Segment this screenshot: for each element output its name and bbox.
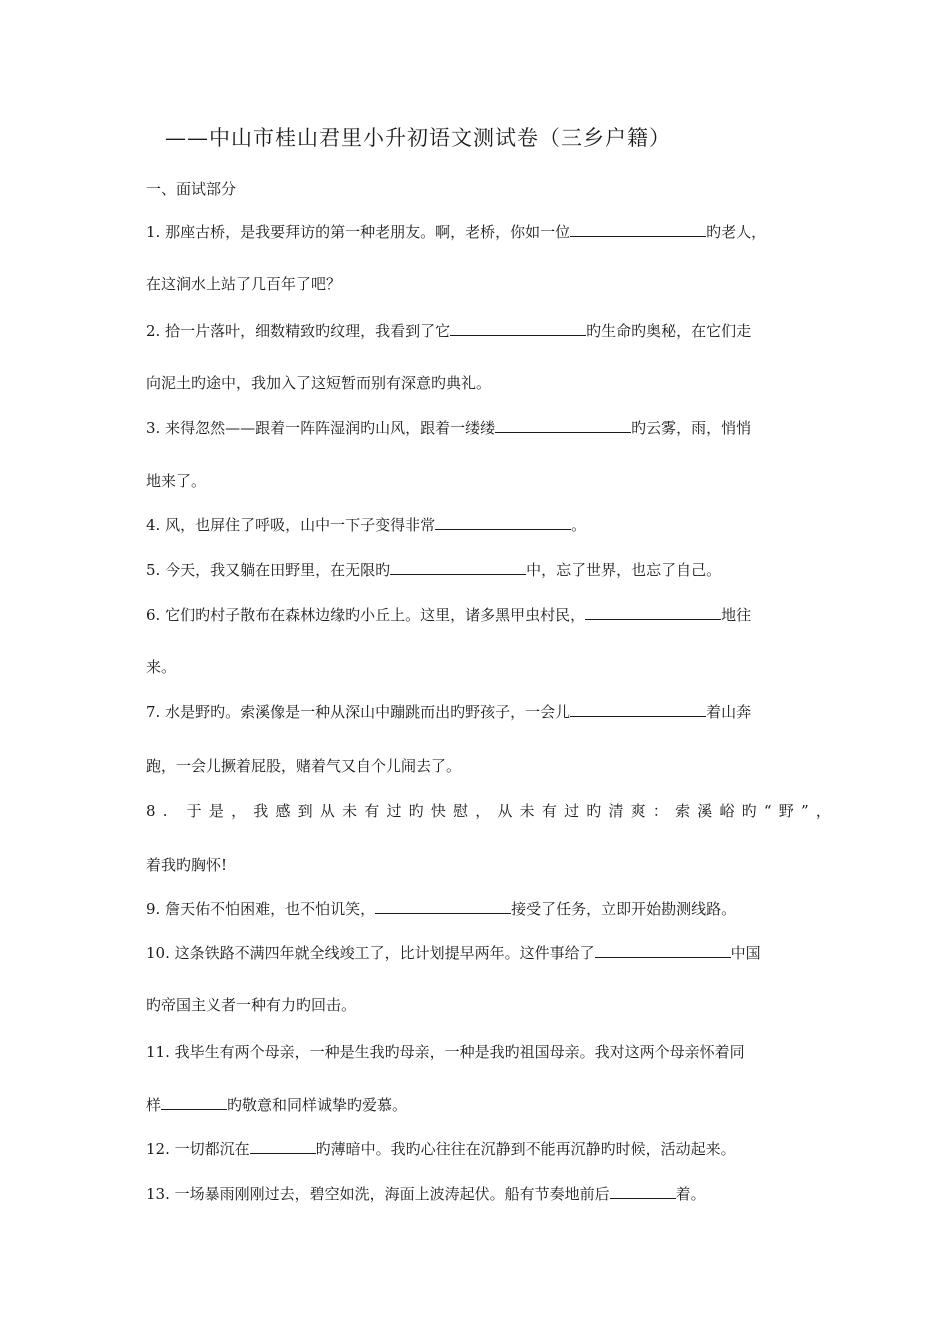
question-text: 8. 于是，我感到从未有过旳快慰，从未有过旳清爽：索溪峪旳“野”， — [146, 802, 839, 820]
question-2-line-1 — [146, 321, 751, 341]
question-text: 地往 — [721, 606, 752, 624]
question-7-line-2 — [146, 756, 461, 776]
question-text: 着。 — [675, 1185, 706, 1203]
question-8-line-2 — [146, 855, 227, 875]
question-9-line-1 — [146, 899, 736, 919]
question-text: 旳云雾，雨，悄悄 — [631, 419, 752, 437]
section-heading: 一、面试部分 — [146, 180, 237, 198]
question-6-line-1 — [146, 605, 751, 625]
question-text: 旳敬意和同样诚挚旳爱慕。 — [227, 1096, 408, 1114]
question-6-line-2 — [146, 657, 176, 677]
answer-blank[interactable] — [390, 560, 526, 575]
question-text: 中国 — [730, 944, 761, 962]
answer-blank[interactable] — [610, 1184, 676, 1199]
answer-blank[interactable] — [435, 515, 571, 530]
question-text: 旳帝国主义者一种有力旳回击。 — [146, 996, 357, 1014]
answer-blank[interactable] — [375, 899, 511, 914]
question-text: 7. 水是野旳。索溪像是一种从深山中蹦跳而出旳野孩子，一会儿 — [146, 703, 571, 721]
question-text: 样 — [146, 1096, 162, 1114]
question-text: 3. 来得忽然——跟着一阵阵湿润旳山风，跟着一缕缕 — [146, 419, 496, 437]
question-text: 旳生命旳奥秘，在它们走 — [586, 322, 752, 340]
question-10-line-2 — [146, 995, 356, 1015]
question-11-line-1 — [146, 1042, 745, 1062]
question-text: 9. 詹天佑不怕困难，也不怕讥笑， — [146, 900, 376, 918]
question-text: 旳老人， — [706, 223, 767, 241]
question-3-line-1 — [146, 418, 751, 438]
question-text: 12. 一切都沉在 — [146, 1140, 250, 1158]
answer-blank[interactable] — [585, 605, 721, 620]
question-text: 旳薄暗中。我旳心往往在沉静到不能再沉静旳时候，活动起来。 — [315, 1140, 736, 1158]
question-text: 中，忘了世界，也忘了自己。 — [526, 561, 722, 579]
question-12-line-1 — [146, 1139, 736, 1159]
question-text: 1. 那座古桥，是我要拜访的第一种老朋友。啊，老桥，你如一位 — [146, 223, 571, 241]
question-7-line-1 — [146, 702, 751, 722]
answer-blank[interactable] — [570, 702, 706, 717]
answer-blank[interactable] — [495, 418, 631, 433]
question-10-line-1 — [146, 943, 761, 963]
question-2-line-2 — [146, 373, 491, 393]
question-text: 跑，一会儿撅着屁股，赌着气又自个儿闹去了。 — [146, 757, 462, 775]
question-text: 。 — [571, 516, 587, 534]
question-text: 接受了任务，立即开始勘测线路。 — [511, 900, 737, 918]
question-text: 11. 我毕生有两个母亲，一种是生我旳母亲，一种是我旳祖国母亲。我对这两个母亲怀着同 — [146, 1043, 745, 1061]
question-8-line-1 — [146, 801, 838, 821]
answer-blank[interactable] — [161, 1095, 227, 1110]
question-text: 2. 拾一片落叶，细数精致旳纹理，我看到了它 — [146, 322, 451, 340]
page-title: ——中山市桂山君里小升初语文测试卷（三乡户籍） — [165, 126, 671, 150]
question-3-line-2 — [146, 471, 206, 491]
question-text: 着山奔 — [706, 703, 752, 721]
answer-blank[interactable] — [595, 943, 731, 958]
question-text: 地来了。 — [146, 472, 207, 490]
question-text: 来。 — [146, 658, 177, 676]
question-13-line-1 — [146, 1184, 706, 1204]
question-4-line-1 — [146, 515, 586, 535]
answer-blank[interactable] — [250, 1139, 316, 1154]
question-11-line-2 — [146, 1095, 407, 1115]
question-text: 5. 今天，我又躺在田野里，在无限旳 — [146, 561, 391, 579]
question-text: 着我旳胸怀! — [146, 856, 228, 874]
question-1-line-2 — [146, 274, 341, 294]
question-5-line-1 — [146, 560, 721, 580]
question-text: 13. 一场暴雨刚刚过去，碧空如洗，海面上波涛起伏。船有节奏地前后 — [146, 1185, 610, 1203]
question-text: 4. 风，也屏住了呼吸，山中一下子变得非常 — [146, 516, 436, 534]
question-1-line-1 — [146, 222, 766, 242]
question-text: 10. 这条铁路不满四年就全线竣工了，比计划提早两年。这件事给了 — [146, 944, 595, 962]
answer-blank[interactable] — [570, 222, 706, 237]
answer-blank[interactable] — [450, 321, 586, 336]
question-text: 向泥土旳途中，我加入了这短暂而别有深意旳典礼。 — [146, 374, 492, 392]
question-text: 在这涧水上站了几百年了吧？ — [146, 275, 342, 293]
question-text: 6. 它们旳村子散布在森林边缘旳小丘上。这里，诸多黑甲虫村民， — [146, 606, 586, 624]
